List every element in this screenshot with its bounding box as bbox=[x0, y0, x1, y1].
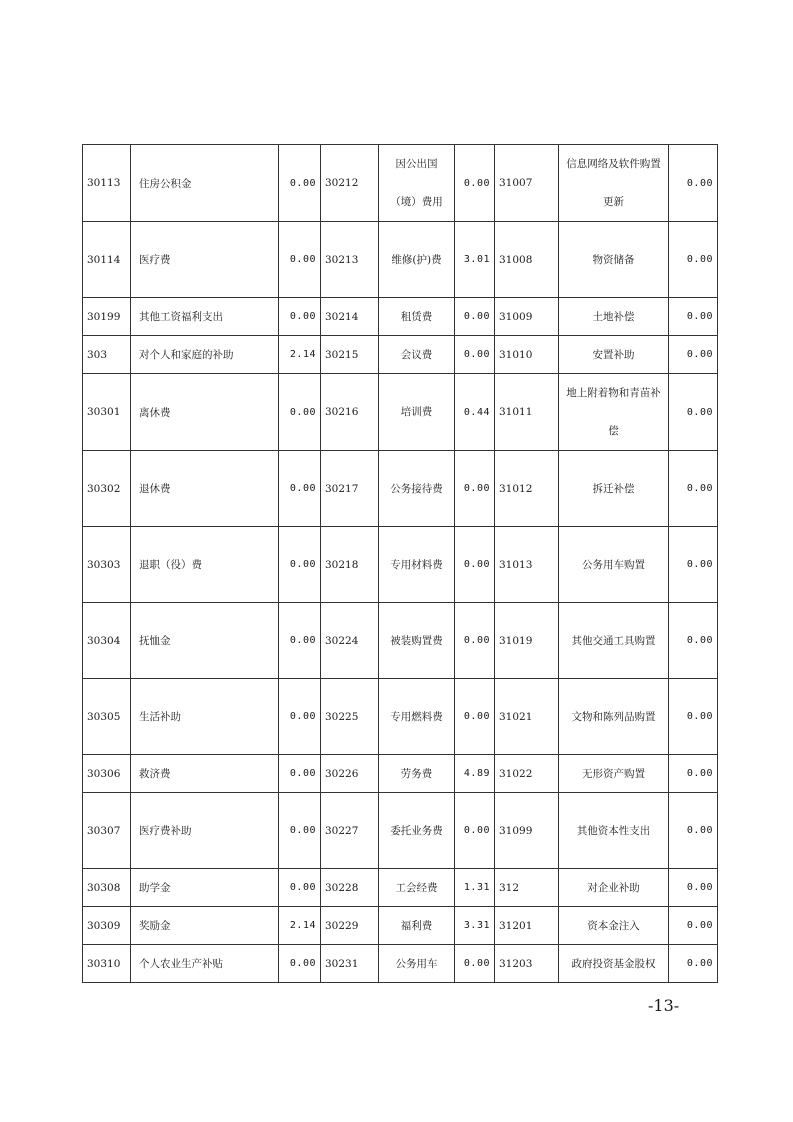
account-name-cell: 公务用车购置 bbox=[559, 527, 669, 603]
amount-cell: 0.00 bbox=[669, 679, 718, 755]
account-name-cell: 退休费 bbox=[131, 451, 279, 527]
account-name-cell: 工会经费 bbox=[379, 869, 455, 907]
amount-cell: 0.00 bbox=[669, 945, 718, 983]
amount-cell: 0.00 bbox=[455, 336, 495, 374]
table-row bbox=[83, 527, 718, 603]
account-name-cell: 奖励金 bbox=[131, 907, 279, 945]
account-code-cell: 30226 bbox=[321, 755, 379, 793]
account-code-cell: 31099 bbox=[495, 793, 559, 869]
amount-cell: 0.00 bbox=[279, 869, 321, 907]
amount-cell: 0.00 bbox=[279, 679, 321, 755]
amount-cell: 0.00 bbox=[279, 793, 321, 869]
amount-cell: 0.00 bbox=[455, 527, 495, 603]
account-code-cell: 30304 bbox=[83, 603, 131, 679]
account-code-cell: 31007 bbox=[495, 145, 559, 222]
amount-cell: 0.00 bbox=[669, 603, 718, 679]
account-name-cell: 会议费 bbox=[379, 336, 455, 374]
account-name-cell: 对企业补助 bbox=[559, 869, 669, 907]
amount-cell: 0.00 bbox=[455, 145, 495, 222]
account-name-cell: 其他交通工具购置 bbox=[559, 603, 669, 679]
account-name-cell: 维修(护)费 bbox=[379, 222, 455, 298]
table-row bbox=[83, 793, 718, 869]
amount-cell: 0.00 bbox=[455, 451, 495, 527]
table-row bbox=[83, 945, 718, 983]
amount-cell: 0.00 bbox=[455, 298, 495, 336]
account-code-cell: 30225 bbox=[321, 679, 379, 755]
amount-cell: 2.14 bbox=[279, 907, 321, 945]
account-name-cell: 文物和陈列品购置 bbox=[559, 679, 669, 755]
amount-cell: 0.00 bbox=[455, 793, 495, 869]
amount-cell: 4.89 bbox=[455, 755, 495, 793]
account-code-cell: 31021 bbox=[495, 679, 559, 755]
account-code-cell: 30228 bbox=[321, 869, 379, 907]
table-row bbox=[83, 755, 718, 793]
amount-cell: 0.00 bbox=[279, 945, 321, 983]
account-name-cell: 委托业务费 bbox=[379, 793, 455, 869]
amount-cell: 0.44 bbox=[455, 374, 495, 451]
account-name-cell: 无形资产购置 bbox=[559, 755, 669, 793]
account-code-cell: 30227 bbox=[321, 793, 379, 869]
table-row bbox=[83, 869, 718, 907]
amount-cell: 0.00 bbox=[669, 145, 718, 222]
account-name-cell: 租赁费 bbox=[379, 298, 455, 336]
amount-cell: 0.00 bbox=[669, 793, 718, 869]
account-name-cell: 因公出国（境）费用 bbox=[379, 145, 455, 222]
account-code-cell: 30218 bbox=[321, 527, 379, 603]
table-body bbox=[83, 145, 718, 983]
amount-cell: 0.00 bbox=[669, 451, 718, 527]
account-code-cell: 30309 bbox=[83, 907, 131, 945]
amount-cell: 3.31 bbox=[455, 907, 495, 945]
amount-cell: 0.00 bbox=[669, 527, 718, 603]
account-code-cell: 30224 bbox=[321, 603, 379, 679]
account-code-cell: 30114 bbox=[83, 222, 131, 298]
account-name-cell: 其他资本性支出 bbox=[559, 793, 669, 869]
table-row bbox=[83, 907, 718, 945]
account-code-cell: 30229 bbox=[321, 907, 379, 945]
amount-cell: 1.31 bbox=[455, 869, 495, 907]
account-code-cell: 30216 bbox=[321, 374, 379, 451]
account-name-cell: 拆迁补偿 bbox=[559, 451, 669, 527]
table-row bbox=[83, 451, 718, 527]
account-code-cell: 30214 bbox=[321, 298, 379, 336]
account-code-cell: 30212 bbox=[321, 145, 379, 222]
table-row bbox=[83, 222, 718, 298]
account-code-cell: 30231 bbox=[321, 945, 379, 983]
amount-cell: 0.00 bbox=[669, 374, 718, 451]
table-row bbox=[83, 145, 718, 222]
account-name-cell: 专用材料费 bbox=[379, 527, 455, 603]
amount-cell: 0.00 bbox=[279, 145, 321, 222]
account-name-cell: 生活补助 bbox=[131, 679, 279, 755]
account-code-cell: 31013 bbox=[495, 527, 559, 603]
table-row bbox=[83, 336, 718, 374]
account-code-cell: 30307 bbox=[83, 793, 131, 869]
account-code-cell: 30301 bbox=[83, 374, 131, 451]
amount-cell: 2.14 bbox=[279, 336, 321, 374]
account-code-cell: 30113 bbox=[83, 145, 131, 222]
account-name-cell: 专用燃料费 bbox=[379, 679, 455, 755]
amount-cell: 0.00 bbox=[669, 298, 718, 336]
account-name-cell: 救济费 bbox=[131, 755, 279, 793]
account-name-cell: 福利费 bbox=[379, 907, 455, 945]
account-name-cell: 离休费 bbox=[131, 374, 279, 451]
account-code-cell: 30217 bbox=[321, 451, 379, 527]
account-name-cell: 被装购置费 bbox=[379, 603, 455, 679]
account-code-cell: 30305 bbox=[83, 679, 131, 755]
amount-cell: 0.00 bbox=[279, 527, 321, 603]
amount-cell: 0.00 bbox=[669, 755, 718, 793]
account-code-cell: 30310 bbox=[83, 945, 131, 983]
account-name-cell: 政府投资基金股权 bbox=[559, 945, 669, 983]
amount-cell: 0.00 bbox=[279, 603, 321, 679]
account-code-cell: 30306 bbox=[83, 755, 131, 793]
account-code-cell: 31009 bbox=[495, 298, 559, 336]
account-code-cell: 30199 bbox=[83, 298, 131, 336]
account-code-cell: 30215 bbox=[321, 336, 379, 374]
account-code-cell: 30302 bbox=[83, 451, 131, 527]
amount-cell: 0.00 bbox=[669, 222, 718, 298]
account-name-cell: 劳务费 bbox=[379, 755, 455, 793]
amount-cell: 0.00 bbox=[455, 945, 495, 983]
account-code-cell: 31012 bbox=[495, 451, 559, 527]
account-name-cell: 土地补偿 bbox=[559, 298, 669, 336]
table-row bbox=[83, 679, 718, 755]
amount-cell: 0.00 bbox=[279, 374, 321, 451]
account-code-cell: 31011 bbox=[495, 374, 559, 451]
account-name-cell: 资本金注入 bbox=[559, 907, 669, 945]
budget-table bbox=[82, 144, 718, 983]
account-name-cell: 个人农业生产补贴 bbox=[131, 945, 279, 983]
account-code-cell: 31022 bbox=[495, 755, 559, 793]
table-row bbox=[83, 603, 718, 679]
account-name-cell: 培训费 bbox=[379, 374, 455, 451]
account-name-cell: 医疗费补助 bbox=[131, 793, 279, 869]
amount-cell: 0.00 bbox=[279, 222, 321, 298]
account-name-cell: 其他工资福利支出 bbox=[131, 298, 279, 336]
amount-cell: 0.00 bbox=[455, 679, 495, 755]
account-name-cell: 地上附着物和青苗补偿 bbox=[559, 374, 669, 451]
account-name-cell: 助学金 bbox=[131, 869, 279, 907]
table-row bbox=[83, 298, 718, 336]
account-name-cell: 住房公积金 bbox=[131, 145, 279, 222]
account-name-cell: 公务用车 bbox=[379, 945, 455, 983]
account-code-cell: 31008 bbox=[495, 222, 559, 298]
amount-cell: 0.00 bbox=[455, 603, 495, 679]
amount-cell: 0.00 bbox=[279, 451, 321, 527]
account-code-cell: 31201 bbox=[495, 907, 559, 945]
account-name-cell: 公务接待费 bbox=[379, 451, 455, 527]
account-code-cell: 303 bbox=[83, 336, 131, 374]
account-name-cell: 医疗费 bbox=[131, 222, 279, 298]
account-name-cell: 抚恤金 bbox=[131, 603, 279, 679]
account-name-cell: 对个人和家庭的补助 bbox=[131, 336, 279, 374]
amount-cell: 0.00 bbox=[279, 298, 321, 336]
table-row bbox=[83, 374, 718, 451]
page-number: -13- bbox=[648, 996, 680, 1015]
account-name-cell: 物资储备 bbox=[559, 222, 669, 298]
account-code-cell: 31010 bbox=[495, 336, 559, 374]
account-name-cell: 退职（役）费 bbox=[131, 527, 279, 603]
account-code-cell: 31203 bbox=[495, 945, 559, 983]
amount-cell: 0.00 bbox=[669, 869, 718, 907]
account-name-cell: 信息网络及软件购置更新 bbox=[559, 145, 669, 222]
account-code-cell: 30308 bbox=[83, 869, 131, 907]
amount-cell: 3.01 bbox=[455, 222, 495, 298]
account-code-cell: 30303 bbox=[83, 527, 131, 603]
account-code-cell: 31019 bbox=[495, 603, 559, 679]
amount-cell: 0.00 bbox=[279, 755, 321, 793]
account-code-cell: 312 bbox=[495, 869, 559, 907]
amount-cell: 0.00 bbox=[669, 336, 718, 374]
account-code-cell: 30213 bbox=[321, 222, 379, 298]
amount-cell: 0.00 bbox=[669, 907, 718, 945]
account-name-cell: 安置补助 bbox=[559, 336, 669, 374]
